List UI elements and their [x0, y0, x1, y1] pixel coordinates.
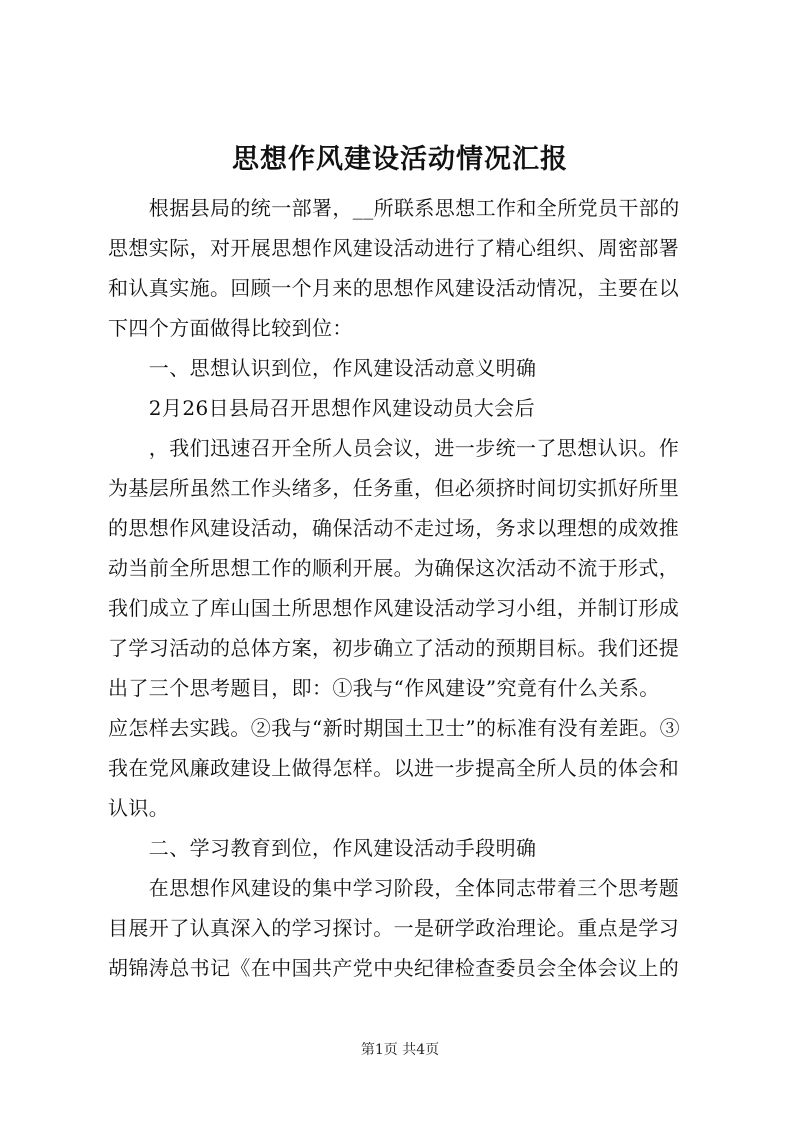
body-line: 和认真实施。回顾一个月来的思想作风建设活动情况，主要在以 — [108, 276, 680, 300]
page-number-footer: 第1页 共4页 — [360, 1042, 440, 1058]
body-line: 出了三个思考题目，即：①我与“作风建设”究竟有什么关系。 — [108, 676, 660, 700]
body-line: 认识。 — [108, 796, 170, 820]
body-line: 动当前全所思想工作的顺利开展。为确保这次活动不流于形式， — [108, 556, 680, 580]
body-line: 下四个方面做得比较到位： — [108, 316, 353, 340]
body-line: 了学习活动的总体方案，初步确立了活动的预期目标。我们还提 — [108, 636, 680, 660]
body-line: ，我们迅速召开全所人员会议，进一步统一了思想认识。作 — [108, 436, 680, 460]
body-line: 为基层所虽然工作头绪多，任务重，但必须挤时间切实抓好所里 — [108, 476, 680, 500]
section-heading: 二、学习教育到位，作风建设活动手段明确 — [108, 836, 537, 860]
body-line: 根据县局的统一部署，__所联系思想工作和全所党员干部的 — [108, 196, 680, 220]
body-line: 胡锦涛总书记《在中国共产党中央纪律检查委员会全体会议上的 — [108, 956, 680, 980]
body-line: 我在党风廉政建设上做得怎样。以进一步提高全所人员的体会和 — [108, 756, 680, 780]
body-line: 目展开了认真深入的学习探讨。一是研学政治理论。重点是学习 — [108, 916, 680, 940]
document-body — [108, 188, 708, 988]
document-title: 思想作风建设活动情况汇报 — [232, 144, 568, 175]
body-line: 我们成立了库山国土所思想作风建设活动学习小组，并制订形成 — [108, 596, 680, 620]
body-line: 2月26日县局召开思想作风建设动员大会后 — [108, 396, 535, 420]
body-line: 的思想作风建设活动，确保活动不走过场，务求以理想的成效推 — [108, 516, 680, 540]
body-line: 在思想作风建设的集中学习阶段，全体同志带着三个思考题 — [108, 876, 680, 900]
section-heading: 一、思想认识到位，作风建设活动意义明确 — [108, 356, 537, 380]
body-line: 思想实际，对开展思想作风建设活动进行了精心组织、周密部署 — [108, 236, 680, 260]
body-line: 应怎样去实践。②我与“新时期国土卫士”的标准有没有差距。③ — [108, 716, 681, 740]
